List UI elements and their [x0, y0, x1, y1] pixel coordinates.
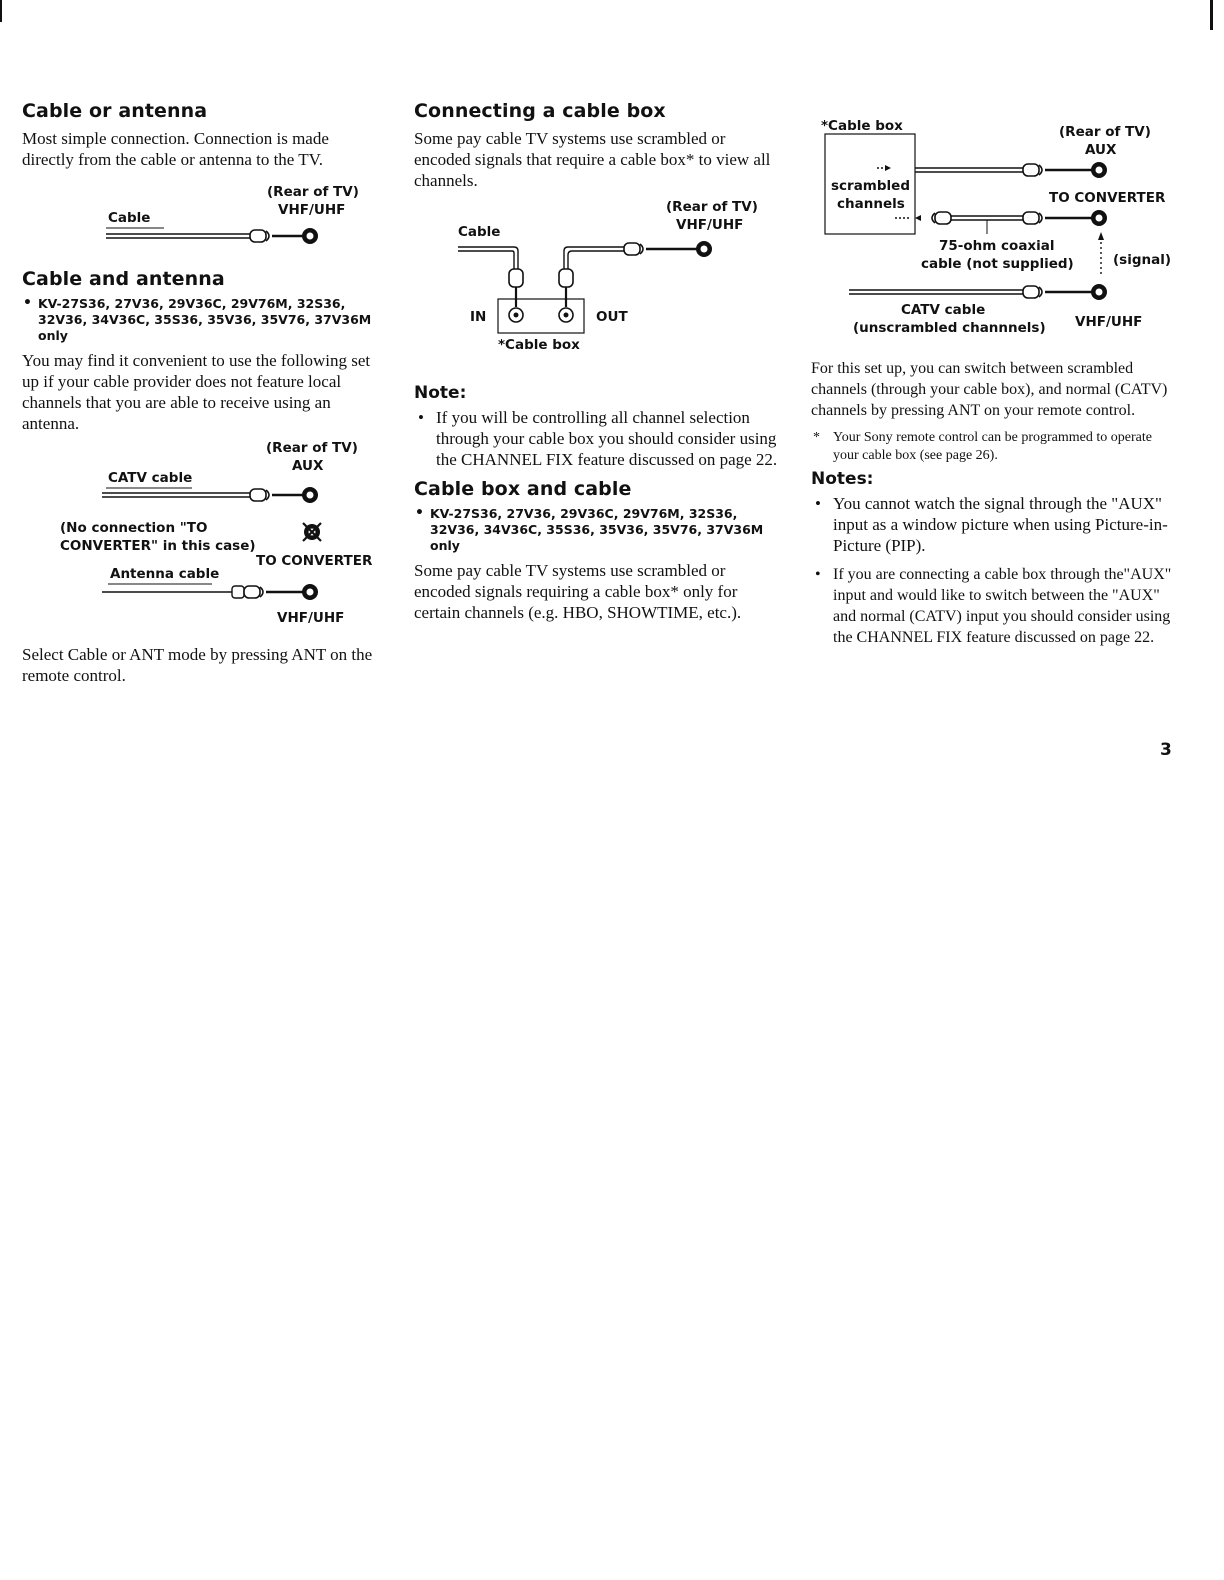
diagram-cable-box-and-cable [811, 112, 1177, 344]
vhf-uhf-jack-icon [1091, 284, 1107, 300]
antenna-adapter-plug-icon [232, 586, 304, 598]
aux-jack-icon [302, 487, 318, 503]
note-list [414, 407, 786, 470]
coax-plug-icon [1023, 212, 1093, 224]
diagram-label-rear-of-tv: (Rear of TV) [266, 440, 358, 456]
diagram-label-to-converter: TO CONVERTER [1049, 190, 1166, 206]
cable-box-in-jack-icon [509, 308, 523, 322]
select-mode-text: Select Cable or ANT mode by pressing ANT on the remote control. [22, 645, 373, 685]
diagram-label-cable-box: *Cable box [821, 118, 903, 134]
coax-plug-icon [1023, 286, 1093, 298]
note-title: Note: [414, 383, 467, 403]
diagram-label-signal: (signal) [1113, 252, 1172, 268]
out-cable-line [564, 247, 626, 269]
cable-box-out-jack-icon [559, 308, 573, 322]
column-right [811, 112, 1177, 656]
diagram-label-scrambled: scrambled [831, 178, 910, 194]
diagram-label-rear-of-tv: (Rear of TV) [666, 199, 758, 215]
section-title-cable-and-antenna: Cable and antenna [22, 268, 225, 290]
column-left [22, 100, 384, 686]
coax-cable-line [106, 234, 252, 238]
diagram-label-vhf-uhf: VHF/UHF [676, 217, 744, 233]
footnote-text: Your Sony remote control can be programmed to operate your cable box (see page 26). [833, 430, 1152, 463]
diagram-label-catv-cable: CATV cable [901, 302, 986, 318]
section-body-cable-and-antenna: You may find it convenient to use the following set up if your cable provider does not feature local channels that you are able to receive using an antenna. [22, 351, 371, 433]
box-input-plug-icon [932, 212, 951, 224]
diagram-label-in: IN [470, 309, 487, 325]
diagram-label-aux: AUX [1085, 142, 1117, 158]
unused-jack-crossed-icon [303, 523, 321, 541]
out-plug-icon [559, 269, 573, 307]
diagram-label-vhf-uhf: VHF/UHF [277, 610, 345, 626]
notes-item: • If you are connecting a cable box through the"AUX" input and would like to switch between the "AUX" and normal (CATV) input you should consider using the CHANNEL FIX feature discussed on page 22. [811, 564, 1177, 648]
diagram-label-rear-of-tv: (Rear of TV) [1059, 124, 1151, 140]
model-list: • KV-27S36, 27V36, 29V36C, 29V76M, 32S36, 32V36, 34V36C, 35S36, 35V36, 35V76, 37V36M only [414, 506, 786, 554]
diagram-label-coaxial-2: cable (not supplied) [921, 256, 1074, 272]
section-title-cable-box-and-cable: Cable box and cable [414, 478, 632, 500]
diagram-cable-and-antenna [22, 438, 384, 628]
tv-jack-icon [696, 241, 712, 257]
catv-cable-line [849, 290, 1025, 294]
coax-plug-icon [624, 243, 698, 255]
signal-out-arrow-icon [877, 165, 891, 171]
diagram-label-no-connection: (No connection "TO [60, 520, 208, 536]
signal-up-arrow-icon [1098, 232, 1104, 274]
catv-cable-line [102, 493, 252, 497]
scan-edge-left [0, 0, 2, 22]
model-list: • KV-27S36, 27V36, 29V36C, 29V76M, 32S36, 32V36, 34V36C, 35S36, 35V36, 35V76, 37V36M only [22, 296, 384, 344]
signal-in-arrow-icon [895, 215, 921, 221]
diagram-label-no-connection-2: CONVERTER" in this case) [60, 538, 256, 554]
notes-item: • You cannot watch the signal through the "AUX" input as a window picture when using Picture-in-Picture (PIP). [811, 493, 1177, 556]
coax-plug-icon [250, 489, 304, 501]
coaxial-cable-line [951, 216, 1025, 234]
page-number: 3 [1160, 740, 1172, 760]
diagram-label-cable: Cable [458, 224, 501, 240]
diagram-label-out: OUT [596, 309, 628, 325]
diagram-label-antenna-cable: Antenna cable [110, 566, 220, 582]
diagram-label-unscrambled: (unscrambled channnels) [853, 320, 1046, 336]
notes-list [811, 493, 1177, 648]
diagram-label-channels: channels [837, 196, 905, 212]
diagram-label-coaxial: 75-ohm coaxial [939, 238, 1055, 254]
section-body-cable-box-and-cable: Some pay cable TV systems use scrambled or encoded signals requiring a cable box* only for certain channels (e.g. HBO, SHOWTIME, etc.). [414, 561, 742, 622]
section-body-setup: For this set up, you can switch between scrambled channels (through your cable box), and normal (CATV) channels by pressing ANT on your remote control. [811, 360, 1168, 419]
diagram-label-vhf-uhf: VHF/UHF [1075, 314, 1143, 330]
section-body-cable-or-antenna: Most simple connection. Connection is made directly from the cable or antenna to the TV. [22, 129, 329, 169]
column-middle [414, 100, 786, 623]
diagram-label-rear-of-tv: (Rear of TV) [267, 184, 359, 200]
tv-jack-icon [302, 228, 318, 244]
to-converter-jack-icon [1091, 210, 1107, 226]
footnote-star: * [813, 430, 820, 445]
diagram-cable-or-antenna [22, 184, 384, 254]
aux-jack-icon [1091, 162, 1107, 178]
coax-plug-icon [1023, 164, 1093, 176]
diagram-label-cable: Cable [108, 210, 151, 226]
in-plug-icon [509, 269, 523, 307]
footnote [811, 429, 1177, 465]
note-item: • If you will be controlling all channel selection through your cable box you should consider using the CHANNEL FIX feature discussed on page 22. [414, 407, 786, 470]
coax-plug-icon [250, 230, 304, 242]
section-body-connecting-cable-box: Some pay cable TV systems use scrambled or encoded signals that require a cable box* to view all channels. [414, 129, 771, 190]
diagram-label-aux: AUX [292, 458, 324, 474]
diagram-label-catv-cable: CATV cable [108, 470, 193, 486]
box-to-aux-cable-line [915, 168, 1025, 172]
diagram-connecting-cable-box [414, 197, 786, 377]
scan-edge-right [1210, 0, 1213, 30]
notes-title: Notes: [811, 469, 874, 489]
diagram-label-cable-box: *Cable box [498, 337, 580, 353]
section-title-cable-or-antenna: Cable or antenna [22, 100, 208, 122]
vhf-uhf-jack-icon [302, 584, 318, 600]
diagram-label-to-converter: TO CONVERTER [256, 553, 373, 569]
diagram-label-vhf-uhf: VHF/UHF [278, 202, 346, 218]
section-title-connecting-cable-box: Connecting a cable box [414, 100, 666, 122]
incoming-cable-line [458, 247, 518, 269]
